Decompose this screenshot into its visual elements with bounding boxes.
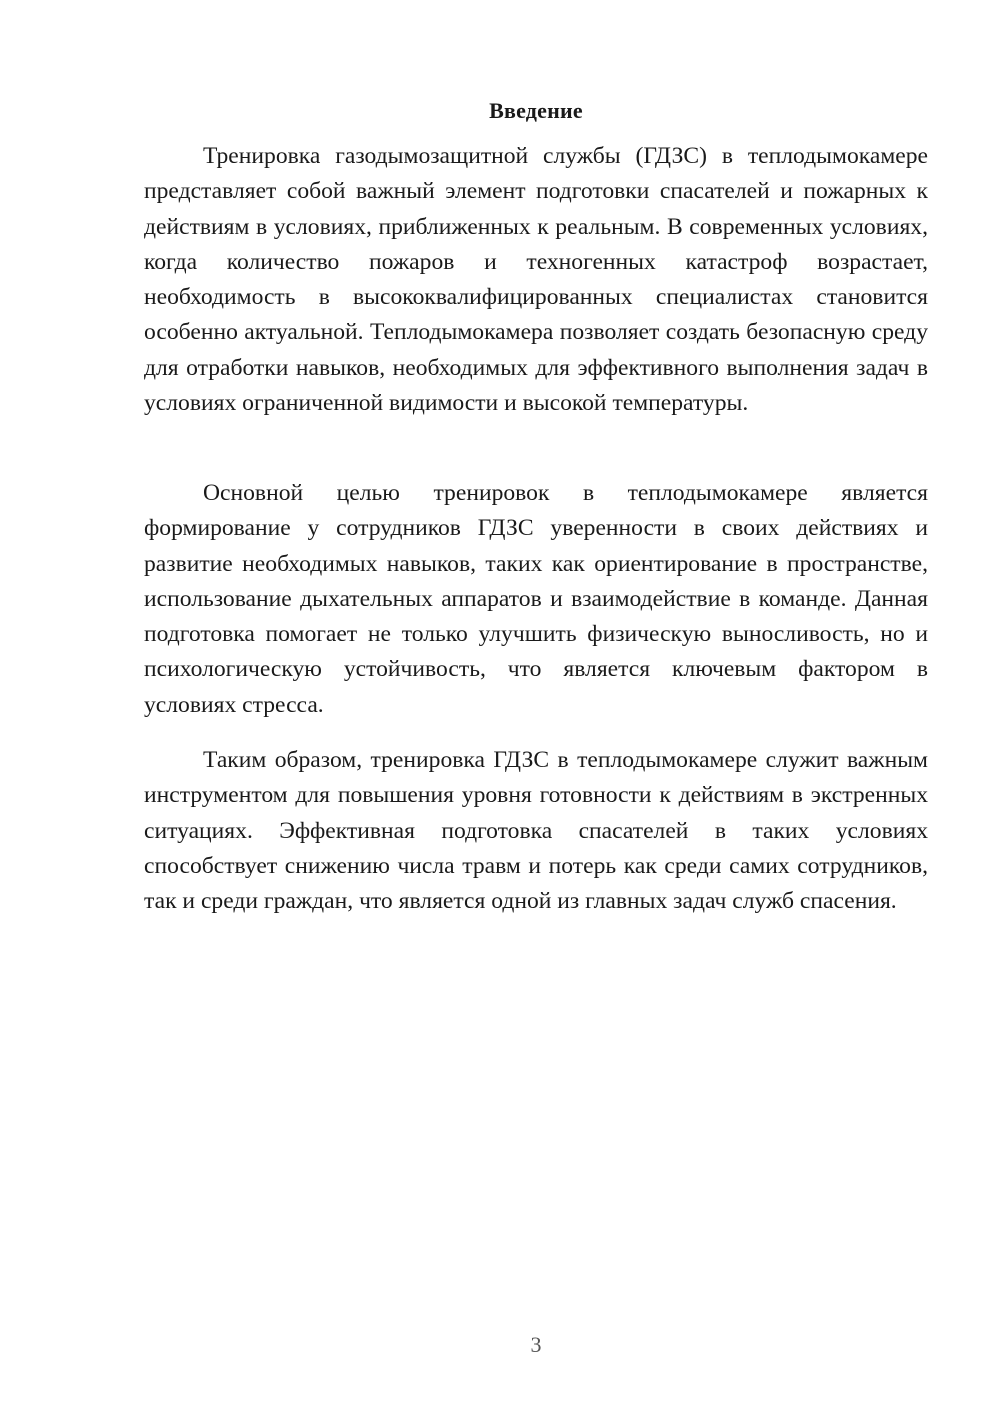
paragraph-2-block (144, 476, 928, 723)
paragraph-3: Таким образом, тренировка ГДЗС в теплодымокамере служит важным инструментом для повышения уровня готовности к действиям в экстренных ситуациях. Эффективная подготовка спасателей в таких условиях способствует снижению числа травм и потерь как среди самих сотрудников, так и среди граждан, что является одной из главных задач служб спасения. (144, 747, 928, 915)
page-number: 3 (530, 1332, 542, 1357)
paragraph-1-block (144, 139, 928, 421)
section-title: Введение (489, 98, 583, 123)
paragraph-1: Тренировка газодымозащитной службы (ГДЗС) в теплодымокамере представляет собой важный элемент подготовки спасателей и пожарных к действиям в условиях, приближенных к реальным. В современных условиях, когда количество пожаров и техногенных катастроф возрастает, необходимость в высококвалифицированных специалистах становится особенно актуальной. Теплодымокамера позволяет создать безопасную среду для отработки навыков, необходимых для эффективного выполнения задач в условиях ограниченной видимости и высокой температуры. (144, 143, 928, 417)
paragraph-3-block (144, 743, 928, 919)
paragraph-2: Основной целью тренировок в теплодымокамере является формирование у сотрудников ГДЗС уверенности в своих действиях и развитие необходимых навыков, таких как ориентирование в пространстве, использование дыхательных аппаратов и взаимодействие в команде. Данная подготовка помогает не только улучшить физическую выносливость, но и психологическую устойчивость, что является ключевым фактором в условиях стресса. (144, 480, 928, 718)
